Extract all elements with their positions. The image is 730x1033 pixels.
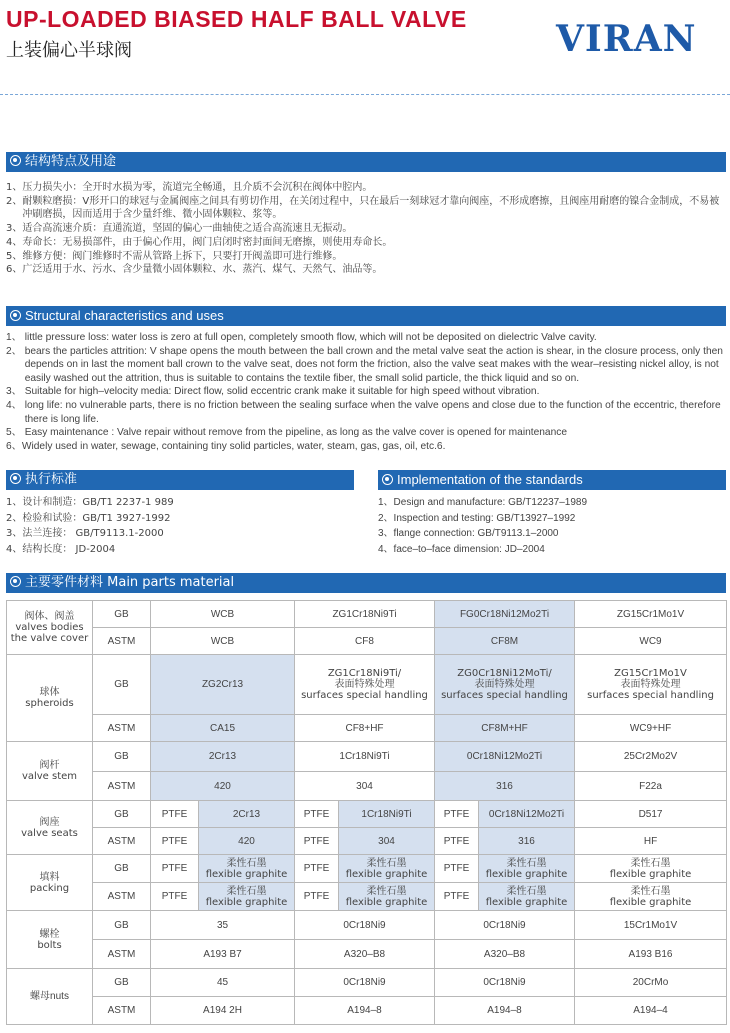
material-cn: 柔性石墨 [630, 857, 671, 869]
item-number: 3、 [6, 223, 23, 235]
material: ZG15Cr1Mo1V [614, 668, 687, 679]
item-number: 2、 [6, 345, 25, 357]
page-title-cn: 上装偏心半球阀 [6, 40, 132, 61]
part-name-en: valves bodies [15, 622, 84, 633]
table-cell: PTFE [435, 883, 479, 911]
std-label: ASTM [93, 628, 151, 655]
list-item [6, 345, 726, 386]
parts-material-table [6, 600, 727, 1025]
table-cell: WCB [151, 601, 295, 628]
standard-item: 3、flange connection: GB/T9113.1–2000 [378, 528, 559, 539]
material-note-en: surfaces special handling [301, 690, 428, 701]
circle-bullet-icon [10, 473, 21, 484]
part-name-cn: 阀杆 [39, 760, 60, 771]
table-cell: 0Cr18Ni9 [435, 969, 575, 997]
table-cell: PTFE [151, 855, 199, 883]
material-note-cn: 表面特殊处理 [474, 679, 535, 690]
item-text: 寿命长：无易损部件，由于偏心作用，阀门启闭时密封面间无磨擦，则使用寿命长。 [22, 236, 393, 248]
standard-item: 1、Design and manufacture: GB/T12237–1989 [378, 497, 588, 508]
table-cell [575, 883, 727, 911]
material-cn: 柔性石墨 [366, 857, 407, 869]
table-cell: 420 [151, 772, 295, 801]
list-item [6, 250, 726, 264]
material-note-cn: 表面特殊处理 [334, 679, 395, 690]
table-cell: CF8M+HF [435, 715, 575, 742]
item-text: 维修方便：阀门维修时不需从管路上拆下，只要打开阀盖即可进行维修。 [22, 250, 343, 262]
table-cell: PTFE [295, 828, 339, 855]
part-name-cn: 螺栓 [39, 928, 60, 940]
table-cell: FG0Cr18Ni12Mo2Ti [435, 601, 575, 628]
item-number: 1、 [6, 332, 25, 343]
table-cell [339, 883, 435, 911]
table-row [7, 828, 727, 855]
item-text: bears the particles attrition: V shape opens the mouth between the ball crown and the metal valve seat the action is shear, in the closure process, only then depends on in last the moment ball crown to the valve seat, does not form the friction, also the valve seat makes with the wear–resisting nickel alloy, is not easily washed out the attrition, thus is suitable to contains the textile fiber, the small solid particle, the thick liquid and so on. [24, 345, 723, 384]
table-cell: 316 [435, 772, 575, 801]
std-label: ASTM [93, 883, 151, 911]
item-text: 广泛适用于水、污水、含少量微小固体颗粒、水、蒸汽、煤气、天然气、油品等。 [22, 264, 383, 276]
part-name-en: valve stem [21, 771, 78, 782]
table-cell [435, 655, 575, 715]
table-cell: WCB [151, 628, 295, 655]
standard-item: 1、设计和制造：GB/T1 2237-1 989 [6, 497, 174, 508]
table-cell [479, 855, 575, 883]
list-item [6, 385, 726, 399]
table-cell: CF8 [295, 628, 435, 655]
std-label: GB [93, 601, 151, 628]
part-name-bolts [7, 911, 93, 969]
list-item [6, 263, 726, 277]
section-title: 执行标准 [25, 472, 78, 487]
item-text: 耐颗粒磨损：V形开口的球冠与金属阀座之间具有剪切作用，在关闭过程中，只在最后一刻球冠才靠向阀座，不形成磨擦，且阀座用耐磨的镍合金制成，不易被冲刷磨损，因而适用于含少量纤维、微小固体颗粒、浆等。 [22, 195, 720, 221]
std-label: GB [93, 801, 151, 828]
part-name-packing [7, 855, 93, 911]
section-header-parts [6, 573, 726, 593]
circle-bullet-icon [10, 155, 21, 166]
standard-item: 4、face–to–face dimension: JD–2004 [378, 543, 545, 555]
table-row [7, 940, 727, 969]
table-cell: 45 [151, 969, 295, 997]
material-note-en: surfaces special handling [587, 690, 714, 701]
section-title: 结构特点及用途 [25, 154, 117, 169]
part-name-en: valve seats [21, 827, 78, 839]
table-cell: A194 2H [151, 997, 295, 1025]
standard-item: 3、法兰连接： GB/T9113.1-2000 [6, 528, 164, 539]
table-cell [339, 855, 435, 883]
list-item [6, 399, 726, 426]
circle-bullet-icon [10, 310, 21, 321]
material-cn: 柔性石墨 [226, 885, 267, 897]
table-cell: A194–4 [575, 997, 727, 1025]
table-cell [479, 883, 575, 911]
list-item [6, 222, 726, 236]
item-number: 2、 [6, 195, 23, 207]
table-cell: 1Cr18Ni9Ti [295, 742, 435, 772]
table-cell: PTFE [295, 855, 339, 883]
part-name-seat [7, 801, 93, 855]
item-number: 5、 [6, 250, 23, 262]
item-text: little pressure loss: water loss is zero at full open, completely smooth flow, which will not be deposited on dielectric Valve cavity. [24, 332, 597, 343]
table-cell: 0Cr18Ni12Mo2Ti [435, 742, 575, 772]
list-item [6, 181, 726, 195]
table-cell: 2Cr13 [199, 801, 295, 828]
list-item [6, 426, 726, 440]
item-number: 4、 [6, 399, 25, 411]
std-label: GB [93, 742, 151, 772]
table-cell: WC9+HF [575, 715, 727, 742]
std-label: GB [93, 911, 151, 940]
material-cn: 柔性石墨 [506, 857, 547, 869]
part-name-en: packing [29, 882, 70, 894]
material-en: flexible graphite [609, 896, 692, 908]
part-name-cn: 填料 [39, 871, 60, 883]
table-cell: WC9 [575, 628, 727, 655]
list-item [6, 331, 726, 345]
section-title: Structural characteristics and uses [25, 308, 224, 323]
list-item [6, 195, 726, 222]
table-cell: 304 [339, 828, 435, 855]
table-cell: PTFE [435, 828, 479, 855]
table-row [7, 969, 727, 997]
item-text: Suitable for high–velocity media: Direct flow, solid eccentric crank make it suitable for high speed without vibration. [24, 386, 540, 398]
table-row [7, 772, 727, 801]
std-label: GB [93, 855, 151, 883]
table-cell: CF8M [435, 628, 575, 655]
std-label: GB [93, 969, 151, 997]
table-row [7, 883, 727, 911]
material: ZG0Cr18Ni12MoTi/ [457, 668, 552, 679]
list-item [6, 236, 726, 250]
material-cn: 柔性石墨 [506, 885, 547, 897]
item-text: Easy maintenance : Valve repair without remove from the pipeline, as long as the valve cover is opened for maintenance [24, 427, 567, 439]
table-cell: A320–B8 [435, 940, 575, 969]
table-row [7, 655, 727, 715]
table-cell [199, 855, 295, 883]
table-row [7, 742, 727, 772]
part-name-en: spheroids [25, 698, 74, 709]
table-cell: F22a [575, 772, 727, 801]
table-cell: ZG1Cr18Ni9Ti [295, 601, 435, 628]
table-cell [575, 655, 727, 715]
material: ZG1Cr18Ni9Ti/ [327, 668, 402, 679]
material-note-en: surfaces special handling [441, 690, 568, 701]
section-header-features-en [6, 306, 726, 326]
std-label: ASTM [93, 940, 151, 969]
material-cn: 柔性石墨 [226, 857, 267, 869]
part-name-cn: 阀座 [39, 816, 60, 828]
table-cell: 1Cr18Ni9Ti [339, 801, 435, 828]
table-cell: 0Cr18Ni9 [435, 911, 575, 940]
table-row [7, 801, 727, 828]
table-cell [575, 855, 727, 883]
table-cell: ZG15Cr1Mo1V [575, 601, 727, 628]
page-title-en: UP-LOADED BIASED HALF BALL VALVE [6, 6, 467, 32]
table-row [7, 997, 727, 1025]
table-cell: PTFE [295, 801, 339, 828]
section-title: Implementation of the standards [397, 472, 583, 487]
standards-en-list [378, 495, 718, 557]
part-name-ball [7, 655, 93, 742]
material-en: flexible graphite [205, 896, 288, 908]
part-name-nuts [7, 969, 93, 1025]
material-en: flexible graphite [345, 896, 428, 908]
item-text: long life: no vulnerable parts, there is no friction between the sealing surface when the valve opens and close due to the function of the eccentric, therefore there is long life. [24, 399, 721, 425]
header-divider [0, 94, 730, 95]
item-text: 适合高流速介质：直通流道，坚固的偏心一曲轴使之适合高流速且无振动。 [22, 223, 353, 235]
table-cell: 0Cr18Ni9 [295, 911, 435, 940]
part-name-cn: 螺母 [30, 991, 51, 1002]
table-cell: 2Cr13 [151, 742, 295, 772]
item-number: 6、 [6, 440, 22, 452]
material-en: flexible graphite [485, 896, 568, 908]
features-en-list [6, 331, 726, 453]
item-text: 压力损失小：全开时水损为零，流道完全畅通，且介质不会沉积在阀体中腔内。 [22, 182, 373, 193]
table-cell: 35 [151, 911, 295, 940]
table-cell: 304 [295, 772, 435, 801]
section-header-standards-en [378, 470, 726, 490]
table-cell: PTFE [435, 855, 479, 883]
table-cell: A193 B16 [575, 940, 727, 969]
std-label: ASTM [93, 772, 151, 801]
part-name-body [7, 601, 93, 655]
item-text: Widely used in water, sewage, containing tiny solid particles, water, steam, gas, gas, oil, etc.6. [21, 440, 446, 452]
table-cell: PTFE [435, 801, 479, 828]
table-cell [199, 883, 295, 911]
table-cell: HF [575, 828, 727, 855]
material-cn: 柔性石墨 [366, 885, 407, 897]
table-cell: ZG2Cr13 [151, 655, 295, 715]
table-row [7, 911, 727, 940]
part-name-en: the valve cover [10, 633, 89, 644]
circle-bullet-icon [10, 576, 21, 587]
item-number: 5、 [6, 427, 25, 439]
std-label: ASTM [93, 828, 151, 855]
std-label: ASTM [93, 997, 151, 1025]
table-row [7, 855, 727, 883]
table-row [7, 601, 727, 628]
standards-cn-list [6, 495, 346, 557]
section-header-standards-cn [6, 470, 354, 490]
table-cell: 0Cr18Ni9 [295, 969, 435, 997]
table-cell: PTFE [151, 801, 199, 828]
item-number: 4、 [6, 236, 23, 248]
table-cell: A194–8 [295, 997, 435, 1025]
part-name-cn: 球体 [39, 687, 60, 698]
material-en: flexible graphite [609, 868, 692, 880]
std-label: GB [93, 655, 151, 715]
table-cell: A320–B8 [295, 940, 435, 969]
table-cell: A194–8 [435, 997, 575, 1025]
table-cell: A193 B7 [151, 940, 295, 969]
features-cn-list [6, 181, 726, 277]
standard-item: 4、结构长度： JD-2004 [6, 543, 116, 555]
circle-bullet-icon [382, 474, 393, 485]
table-cell: PTFE [151, 828, 199, 855]
part-name-en: nuts [50, 991, 69, 1002]
part-name-cn: 阀体、阀盖 [24, 611, 75, 622]
section-title: 主要零件材料 Main parts material [25, 575, 235, 590]
table-cell: CA15 [151, 715, 295, 742]
item-number: 1、 [6, 182, 23, 193]
table-cell: PTFE [151, 883, 199, 911]
table-row [7, 715, 727, 742]
item-number: 3、 [6, 386, 25, 398]
std-label: ASTM [93, 715, 151, 742]
material-cn: 柔性石墨 [630, 885, 671, 897]
part-name-en: bolts [37, 939, 62, 951]
standard-item: 2、Inspection and testing: GB/T13927–1992 [378, 512, 576, 524]
table-cell: PTFE [295, 883, 339, 911]
table-cell: 0Cr18Ni12Mo2Ti [479, 801, 575, 828]
material-en: flexible graphite [485, 868, 568, 880]
table-cell [295, 655, 435, 715]
material-en: flexible graphite [205, 868, 288, 880]
item-number: 6、 [6, 264, 23, 276]
table-cell: 20CrMo [575, 969, 727, 997]
table-cell: 15Cr1Mo1V [575, 911, 727, 940]
list-item [6, 440, 726, 454]
standard-item: 2、检验和试验：GB/T1 3927-1992 [6, 512, 171, 524]
material-en: flexible graphite [345, 868, 428, 880]
table-cell: D517 [575, 801, 727, 828]
table-cell: 420 [199, 828, 295, 855]
material-note-cn: 表面特殊处理 [620, 679, 681, 690]
table-row [7, 628, 727, 655]
part-name-stem [7, 742, 93, 801]
brand-logo: VIRAN [556, 18, 697, 60]
table-cell: 316 [479, 828, 575, 855]
section-header-features-cn [6, 152, 726, 172]
table-cell: CF8+HF [295, 715, 435, 742]
table-cell: 25Cr2Mo2V [575, 742, 727, 772]
